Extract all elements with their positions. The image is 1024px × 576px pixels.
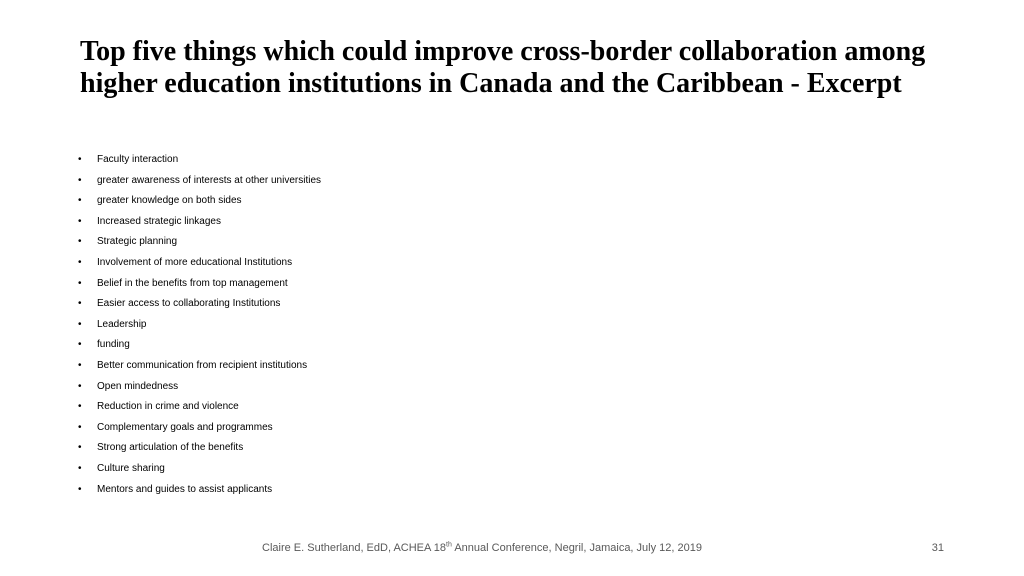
bullet-text: Mentors and guides to assist applicants (97, 483, 273, 495)
bullet-icon: • (78, 215, 82, 227)
bullet-icon: • (78, 318, 82, 330)
bullet-text: Involvement of more educational Institutions (97, 256, 293, 268)
bullet-icon: • (78, 277, 82, 289)
bullet-icon: • (78, 236, 82, 248)
bullet-icon: • (78, 174, 82, 186)
bullet-text: Reduction in crime and violence (97, 401, 239, 413)
bullet-icon: • (78, 195, 82, 207)
bullet-text: greater knowledge on both sides (97, 195, 242, 207)
bullet-text: Strong articulation of the benefits (97, 442, 244, 454)
bullet-text: Faculty interaction (97, 154, 179, 165)
bullet-text: Better communication from recipient institutions (97, 359, 308, 371)
bullet-icon: • (78, 483, 82, 495)
bullet-icon: • (78, 339, 82, 351)
slide-number: 31 (931, 542, 944, 554)
bullet-icon: • (78, 401, 82, 413)
bullet-text: Open mindedness (97, 380, 179, 392)
bullet-icon: • (78, 256, 82, 268)
footer-text-start: Claire E. Sutherland, EdD, ACHEA 18 (262, 542, 447, 554)
bullet-text: Easier access to collaborating Institutions (97, 298, 281, 310)
bullet-icon: • (78, 442, 82, 454)
bullet-icon: • (78, 154, 82, 165)
bullet-icon: • (78, 380, 82, 392)
bullet-text: Increased strategic linkages (97, 215, 221, 227)
bullet-text: Belief in the benefits from top management (97, 277, 288, 289)
bullet-icon: • (78, 421, 82, 433)
footer-citation (262, 542, 702, 554)
bullet-icon: • (78, 462, 82, 474)
slide-title: Top five things which could improve cross-border collaboration among higher education institutions in Canada and the Caribbean - Excerpt (80, 36, 926, 99)
bullet-text: funding (97, 339, 130, 351)
bullet-icon: • (78, 298, 82, 310)
footer-text-end: Annual Conference, Negril, Jamaica, July 12, 2019 (451, 542, 702, 554)
bullet-text: Leadership (97, 318, 147, 330)
bullet-text: Culture sharing (97, 462, 165, 474)
bullet-text: Strategic planning (97, 236, 178, 248)
bullet-text: greater awareness of interests at other universities (97, 174, 321, 186)
footer-superscript: th (446, 541, 452, 549)
bullet-text: Complementary goals and programmes (97, 421, 273, 433)
bullet-icon: • (78, 359, 82, 371)
